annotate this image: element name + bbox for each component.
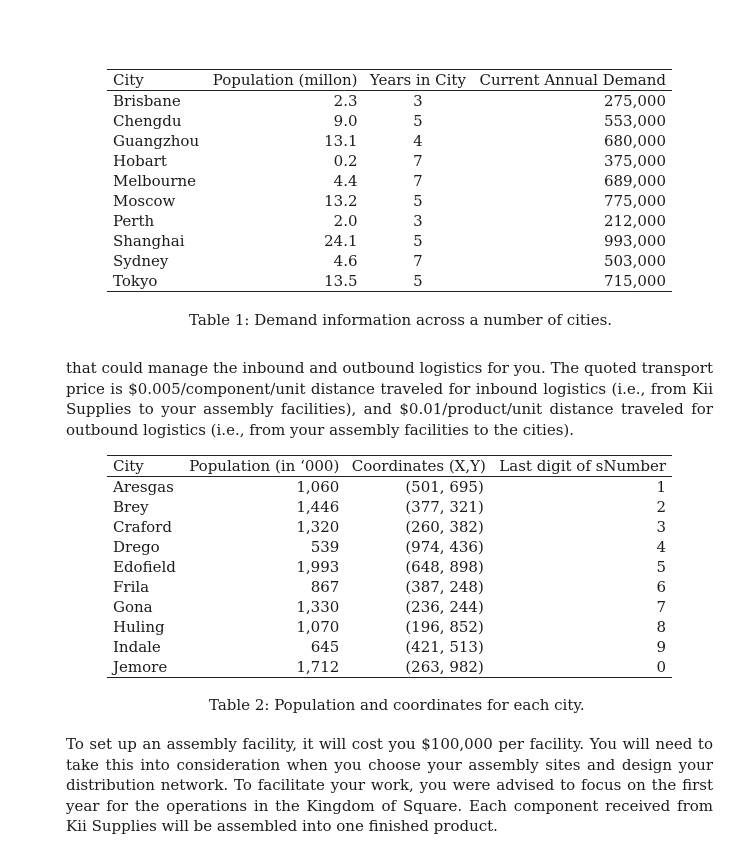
cell-population: 1,320 xyxy=(296,518,340,536)
cell-snumber: 8 xyxy=(656,618,666,636)
cell-population: 539 xyxy=(310,538,340,556)
cell-city: Brey xyxy=(113,498,149,516)
column-header-snumber: Last digit of sNumber xyxy=(492,456,672,477)
table-row xyxy=(107,211,672,231)
cell-population: 1,060 xyxy=(296,478,340,496)
cell-population: 0.2 xyxy=(333,152,358,170)
table-header-row xyxy=(107,456,672,477)
cell-demand: 993,000 xyxy=(603,232,666,250)
cell-city: Craford xyxy=(113,518,172,536)
table-body xyxy=(107,91,672,292)
cell-city: Aresgas xyxy=(113,478,174,496)
table-row xyxy=(107,537,672,557)
cell-years: 4 xyxy=(413,132,423,150)
cell-population: 2.0 xyxy=(333,212,358,230)
cell-coordinates: (263, 982) xyxy=(345,657,492,678)
cell-coordinates: (196, 852) xyxy=(405,618,484,636)
table1-caption: Table 1: Demand information across a number of cities. xyxy=(189,311,613,329)
table-row xyxy=(107,557,672,577)
cell-city: Huling xyxy=(113,618,165,636)
cell-population: 13.2 xyxy=(324,192,358,210)
cell-years: 5 xyxy=(413,192,423,210)
column-header-population: Population (in ‘000) xyxy=(182,456,345,477)
cell-coordinates: (236, 244) xyxy=(405,598,484,616)
body-paragraph-facility-cost: To set up an assembly facility, it will cost you $100,000 per facility. You will need to take this into consideration when you choose your assembly sites and design your distribution network. To facilitate your work, you were advised to focus on the first year for the operations in the Kingdom of Square. Each component received from Kii Supplies will be assembled into one finished product. xyxy=(66,735,713,835)
table-row xyxy=(107,271,672,292)
cell-city: Drego xyxy=(113,538,160,556)
body-paragraph-logistics: that could manage the inbound and outbound logistics for you. The quoted transport price is $0.005/component/unit distance traveled for inbound logistics (i.e., from Kii Supplies to your assembly facilities), and $0.01/product/unit distance traveled for outbound logistics (i.e., from your assembly facilities to the cities). xyxy=(66,359,713,439)
cell-population: 1,993 xyxy=(296,558,340,576)
table2-caption: Table 2: Population and coordinates for each city. xyxy=(209,696,585,714)
cell-population: 2.3 xyxy=(333,92,358,110)
table-row xyxy=(107,111,672,131)
cell-population: 645 xyxy=(310,638,340,656)
cell-city: Guangzhou xyxy=(113,132,200,150)
cell-snumber: 4 xyxy=(656,538,666,556)
cell-years: 7 xyxy=(413,252,423,270)
column-header-coordinates: Coordinates (X,Y) xyxy=(345,456,492,477)
cell-population: 4.4 xyxy=(333,172,358,190)
cell-demand: 680,000 xyxy=(603,132,666,150)
cell-city: Gona xyxy=(113,598,153,616)
table-row xyxy=(107,151,672,171)
table-body xyxy=(107,477,672,678)
cell-snumber: 7 xyxy=(656,598,666,616)
cell-population: 13.1 xyxy=(324,132,358,150)
column-header-years: Years in City xyxy=(364,70,473,91)
table-row xyxy=(107,497,672,517)
cell-city: Indale xyxy=(113,638,161,656)
cell-population: 13.5 xyxy=(206,271,364,292)
cell-snumber: 0 xyxy=(492,657,672,678)
cell-city: Chengdu xyxy=(113,112,182,130)
cell-population: 1,446 xyxy=(296,498,340,516)
cell-years: 3 xyxy=(413,92,423,110)
cell-coordinates: (501, 695) xyxy=(405,478,484,496)
cell-demand: 775,000 xyxy=(603,192,666,210)
cell-city: Brisbane xyxy=(113,92,181,110)
table-row xyxy=(107,91,672,112)
cell-city: Edofield xyxy=(113,558,176,576)
cell-coordinates: (974, 436) xyxy=(405,538,484,556)
cell-city: Tokyo xyxy=(107,271,206,292)
table-row xyxy=(107,171,672,191)
cell-coordinates: (387, 248) xyxy=(405,578,484,596)
cell-snumber: 9 xyxy=(656,638,666,656)
column-header-city: City xyxy=(107,70,206,91)
cell-years: 7 xyxy=(413,152,423,170)
cell-population: 24.1 xyxy=(324,232,358,250)
table-row xyxy=(107,657,672,678)
cell-years: 3 xyxy=(413,212,423,230)
cell-population: 1,330 xyxy=(296,598,340,616)
cell-demand: 275,000 xyxy=(603,92,666,110)
cell-demand: 553,000 xyxy=(603,112,666,130)
cell-years: 5 xyxy=(413,112,423,130)
table-row xyxy=(107,231,672,251)
cell-demand: 503,000 xyxy=(603,252,666,270)
cell-population: 1,712 xyxy=(182,657,345,678)
cell-coordinates: (421, 513) xyxy=(405,638,484,656)
coordinates-table xyxy=(107,455,672,678)
cell-city: Shanghai xyxy=(113,232,185,250)
table-row xyxy=(107,251,672,271)
cell-city: Moscow xyxy=(113,192,176,210)
cell-snumber: 3 xyxy=(656,518,666,536)
cell-coordinates: (648, 898) xyxy=(405,558,484,576)
column-header-demand: Current Annual Demand xyxy=(472,70,672,91)
cell-city: Perth xyxy=(113,212,155,230)
cell-city: Melbourne xyxy=(113,172,197,190)
cell-snumber: 5 xyxy=(656,558,666,576)
table-row xyxy=(107,617,672,637)
cell-city: Jemore xyxy=(107,657,182,678)
cell-snumber: 1 xyxy=(656,478,666,496)
cell-population: 1,070 xyxy=(296,618,340,636)
table-row xyxy=(107,191,672,211)
cell-city: Hobart xyxy=(113,152,167,170)
column-header-population: Population (millon) xyxy=(206,70,364,91)
cell-years: 5 xyxy=(413,232,423,250)
table-row xyxy=(107,477,672,498)
cell-years: 7 xyxy=(413,172,423,190)
demand-table xyxy=(107,69,672,292)
cell-city: Sydney xyxy=(113,252,169,270)
cell-demand: 689,000 xyxy=(603,172,666,190)
cell-years: 5 xyxy=(364,271,473,292)
cell-coordinates: (377, 321) xyxy=(405,498,484,516)
cell-demand: 715,000 xyxy=(472,271,672,292)
table-row xyxy=(107,517,672,537)
table-row xyxy=(107,637,672,657)
cell-demand: 375,000 xyxy=(603,152,666,170)
cell-demand: 212,000 xyxy=(603,212,666,230)
table-row xyxy=(107,597,672,617)
cell-city: Frila xyxy=(113,578,150,596)
cell-population: 867 xyxy=(310,578,340,596)
cell-population: 9.0 xyxy=(333,112,358,130)
table-row xyxy=(107,577,672,597)
column-header-city: City xyxy=(107,456,182,477)
table-header-row xyxy=(107,70,672,91)
cell-snumber: 2 xyxy=(656,498,666,516)
cell-population: 4.6 xyxy=(333,252,358,270)
cell-coordinates: (260, 382) xyxy=(405,518,484,536)
table-row xyxy=(107,131,672,151)
cell-snumber: 6 xyxy=(656,578,666,596)
